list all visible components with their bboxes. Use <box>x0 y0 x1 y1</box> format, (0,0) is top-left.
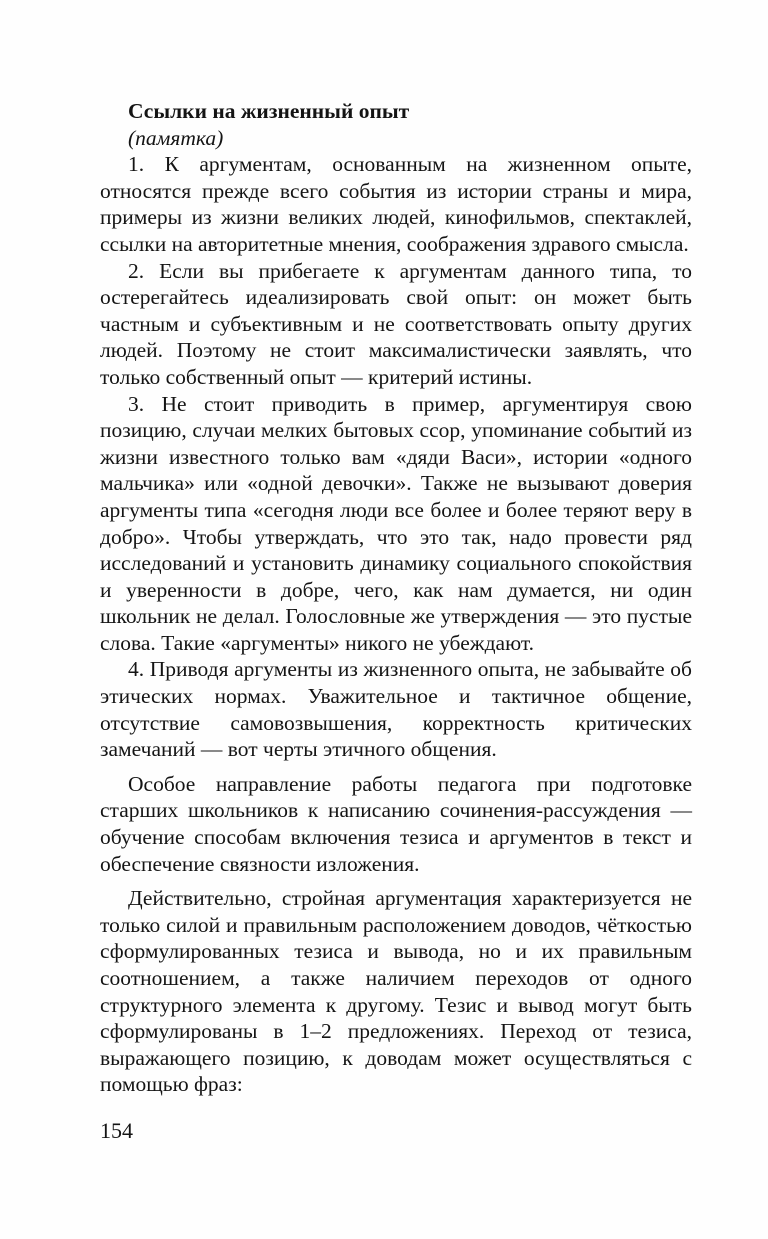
paragraph-6: Действительно, стройная аргументация характеризуется не только силой и правильным расположением доводов, чёткостью сформулированных тезиса и вывода, но и их правильным соотношением, а также наличием переходов от одного структурного элемента к другому. Тезис и вывод могут быть сформулированы в 1–2 предложениях. Переход от тезиса, выражающего позицию, к доводам может осуществляться с помощью фраз: <box>100 886 692 1097</box>
paragraph-3: 3. Не стоит приводить в пример, аргументируя свою позицию, случаи мелких бытовых ссор, упоминание событий из жизни известного только вам «дяди Васи», истории «одного мальчика» или «одной девочки». Также не вызывают доверия аргументы типа «сегодня люди все более и более теряют веру в добро». Чтобы утверждать, что это так, надо провести ряд исследований и установить динамику социального спокойствия и уверенности в добре, чего, как нам думается, ни один школьник не делал. Голословные же утверждения — это пустые слова. Такие «аргументы» никого не убеждают. <box>100 391 692 655</box>
paragraph-2: 2. Если вы прибегаете к аргументам данного типа, то остерегайтесь идеализировать свой опыт: он может быть частным и субъективным и не соответствовать опыту других людей. Поэтому не стоит максималистически заявлять, что только собственный опыт — критерий истины. <box>100 258 692 389</box>
paragraph-4: 4. Приводя аргументы из жизненного опыта, не забывайте об этических нормах. Уважительное и тактичное общение, отсутствие самовозвышения, корректность критических замечаний — вот черты этичного общения. <box>100 657 692 762</box>
paragraph-1: 1. К аргументам, основанным на жизненном опыте, относятся прежде всего события из истории страны и мира, примеры из жизни великих людей, кинофильмов, спектаклей, ссылки на авторитетные мнения, соображения здравого смысла. <box>100 152 692 256</box>
section-subheading: (памятка) <box>128 125 224 150</box>
main-text <box>100 98 692 1098</box>
paragraph-5: Особое направление работы педагога при подготовке старших школьников к написанию сочинения-рассуждения — обучение способам включения тезиса и аргументов в текст и обеспечение связности изложения. <box>100 771 692 876</box>
section-heading: Ссылки на жизненный опыт <box>128 99 410 123</box>
page-number: 154 <box>100 1118 133 1143</box>
